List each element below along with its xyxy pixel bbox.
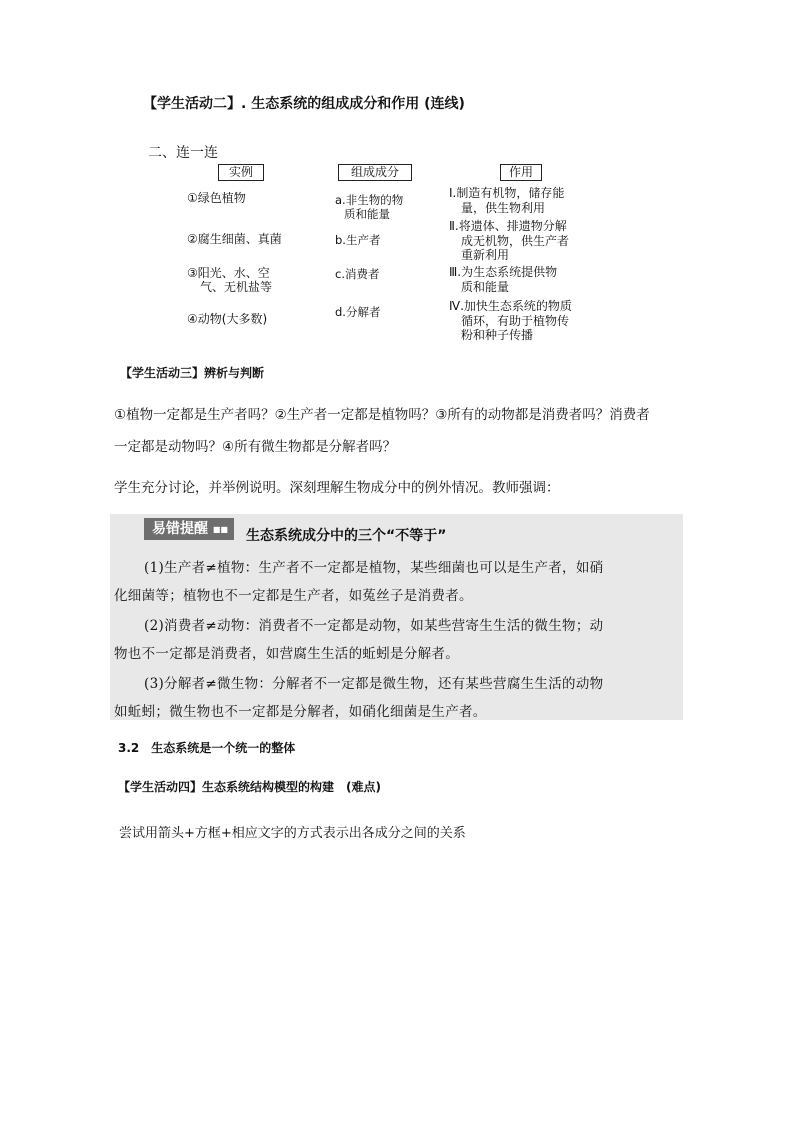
role-2-cont2: 重新利用: [461, 248, 510, 262]
role-3: Ⅲ.为生态系统提供物: [449, 265, 558, 279]
try-instruction: 尝试用箭头+方框+相应文字的方式表示出各成分之间的关系: [119, 826, 466, 841]
tip-box: [110, 514, 683, 720]
questions-line-1: ①植物一定都是生产者吗？②生产者一定都是植物吗？③所有的动物都是消费者吗？消费者: [114, 407, 650, 423]
discussion-text: 学生充分讨论，并举例说明。深刻理解生物成分中的例外情况。教师强调：: [114, 480, 560, 496]
tip-badge: [144, 518, 234, 540]
tip-item-2-line1: (2)消费者≠动物：消费者不一定都是动物，如某些营寄生生活的微生物；动: [144, 618, 604, 634]
component-a: a.非生物的物: [335, 193, 404, 207]
example-3-cont: 气、无机盐等: [200, 280, 273, 294]
tip-badge-label: 易错提醒: [152, 521, 208, 537]
tip-item-1-line2: 化细菌等；植物也不一定都是生产者，如菟丝子是消费者。: [114, 588, 473, 604]
questions-line-2: 一定都是动物吗？④所有微生物都是分解者吗？: [114, 439, 397, 455]
role-4-cont2: 粉和种子传播: [461, 328, 534, 342]
activity3-heading: 【学生活动三】辨析与判断: [120, 366, 265, 380]
example-4: ④动物(大多数): [187, 312, 268, 326]
tip-item-1: [114, 554, 684, 610]
role-3-cont: 质和能量: [461, 280, 510, 294]
matching-subtitle: 二、连一连: [148, 145, 218, 161]
tip-item-2-line2: 物也不一定都是消费者，如营腐生生活的蚯蚓是分解者。: [114, 646, 459, 662]
tip-item-3-line2: 如蚯蚓；微生物也不一定都是分解者，如硝化细菌是生产者。: [114, 704, 487, 720]
tip-item-1-line1: (1)生产者≠植物：生产者不一定都是植物，某些细菌也可以是生产者，如硝: [144, 560, 604, 576]
role-2: Ⅱ.将遗体、排遗物分解: [449, 219, 567, 233]
header-roles: 作用: [500, 164, 542, 181]
role-4: Ⅳ.加快生态系统的物质: [449, 299, 572, 313]
role-4-cont: 循环，有助于植物传: [461, 314, 570, 328]
tip-item-3-line1: (3)分解者≠微生物：分解者不一定都是微生物，还有某些营腐生生活的动物: [144, 676, 604, 692]
badge-squares-icon: ■■: [212, 524, 228, 534]
header-components: 组成成分: [338, 164, 412, 181]
role-1: Ⅰ.制造有机物，储存能: [449, 186, 565, 200]
example-3: ③阳光、水、空: [187, 266, 270, 280]
role-2-cont: 成无机物，供生产者: [461, 234, 570, 248]
component-b: b.生产者: [335, 233, 381, 247]
activity2-heading: 【学生活动二】. 生态系统的组成成分和作用 (连线): [143, 96, 465, 112]
component-a-cont: 质和能量: [344, 207, 390, 221]
tip-title: 生态系统成分中的三个“不等于”: [246, 528, 447, 544]
section-3-2-heading: 3.2 生态系统是一个统一的整体: [118, 741, 296, 755]
header-examples: 实例: [218, 164, 264, 181]
example-1: ①绿色植物: [187, 191, 246, 205]
component-d: d.分解者: [335, 305, 381, 319]
role-1-cont: 量，供生物利用: [461, 201, 546, 215]
activity4-heading: 【学生活动四】生态系统结构模型的构建 (难点): [118, 780, 381, 794]
component-c: c.消费者: [335, 267, 380, 281]
tip-item-3: [114, 670, 684, 726]
example-2: ②腐生细菌、真菌: [187, 232, 282, 246]
tip-item-2: [114, 612, 684, 668]
